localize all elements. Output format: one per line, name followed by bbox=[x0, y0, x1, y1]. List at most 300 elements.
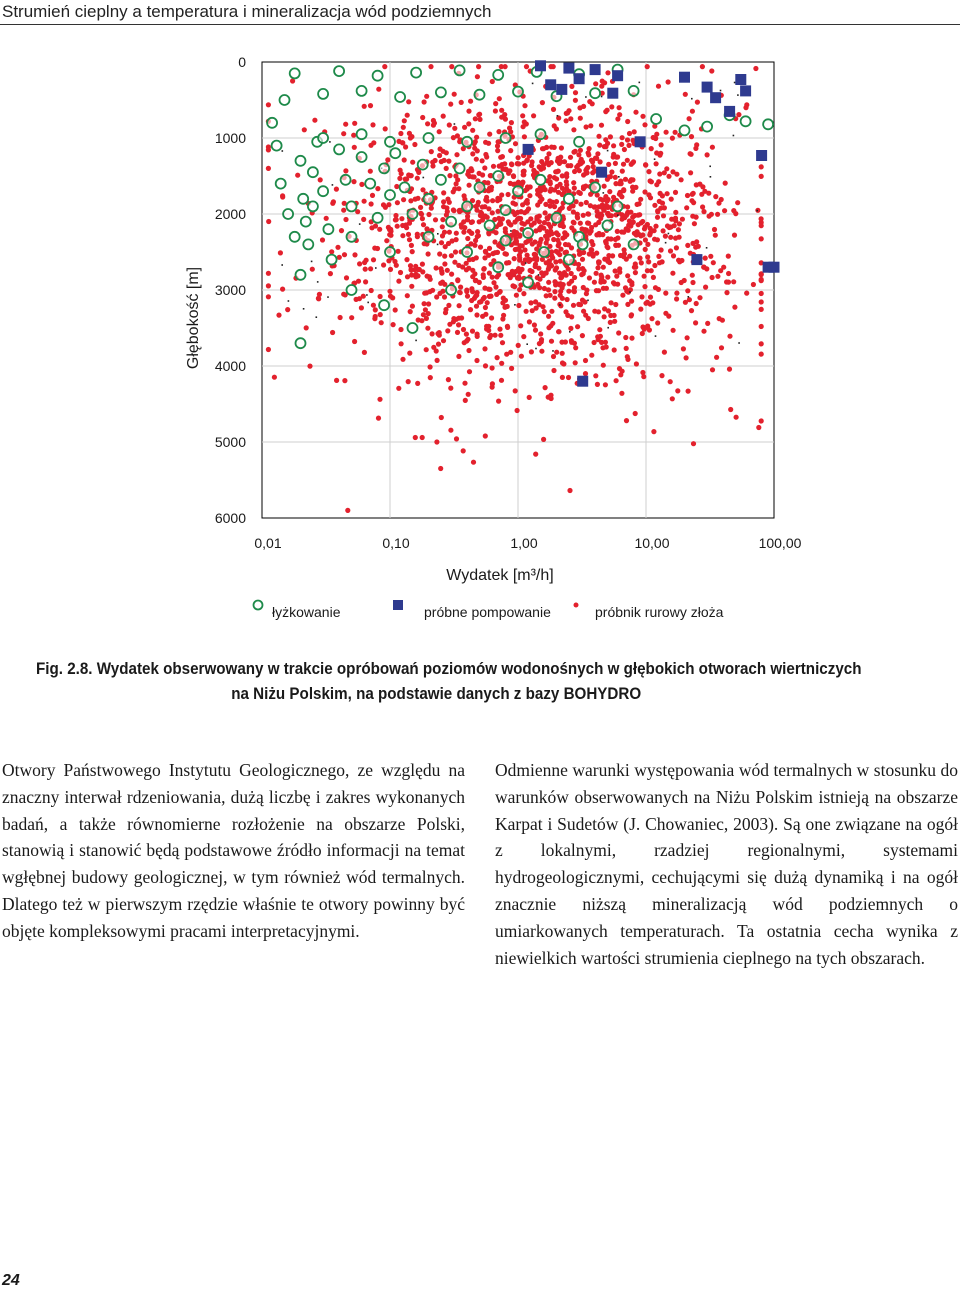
green-point bbox=[424, 194, 434, 204]
red-point bbox=[528, 184, 533, 189]
red-point bbox=[649, 179, 654, 184]
red-point bbox=[617, 105, 622, 110]
body-column-left bbox=[2, 757, 465, 945]
speck-point bbox=[706, 247, 708, 249]
red-point bbox=[488, 294, 493, 299]
red-point bbox=[435, 331, 440, 336]
red-point bbox=[564, 179, 569, 184]
red-point bbox=[474, 304, 479, 309]
red-point bbox=[487, 132, 492, 137]
red-point bbox=[386, 258, 391, 263]
red-point bbox=[266, 166, 271, 171]
red-point bbox=[578, 302, 583, 307]
red-point bbox=[470, 329, 475, 334]
red-point bbox=[636, 213, 641, 218]
red-point bbox=[469, 231, 474, 236]
green-point bbox=[418, 160, 428, 170]
speck-point bbox=[415, 340, 417, 342]
red-point bbox=[328, 271, 333, 276]
red-point bbox=[508, 148, 513, 153]
red-point bbox=[705, 152, 710, 157]
legend-label: próbne pompowanie bbox=[424, 604, 551, 620]
red-point bbox=[608, 313, 613, 318]
red-point bbox=[633, 110, 638, 115]
red-point bbox=[605, 275, 610, 280]
red-point bbox=[660, 201, 665, 206]
red-point bbox=[694, 301, 699, 306]
red-point bbox=[503, 226, 508, 231]
red-point bbox=[451, 135, 456, 140]
red-point bbox=[605, 211, 610, 216]
red-point bbox=[546, 265, 551, 270]
red-point bbox=[625, 354, 630, 359]
speck-point bbox=[607, 150, 609, 152]
red-point bbox=[552, 296, 557, 301]
red-point bbox=[673, 218, 678, 223]
red-point bbox=[456, 354, 461, 359]
red-point bbox=[377, 227, 382, 232]
red-point bbox=[685, 193, 690, 198]
red-point bbox=[509, 161, 514, 166]
red-point bbox=[499, 378, 504, 383]
red-point bbox=[475, 234, 480, 239]
red-point bbox=[549, 186, 554, 191]
red-point bbox=[589, 353, 594, 358]
red-point bbox=[727, 367, 732, 372]
green-point bbox=[323, 224, 333, 234]
green-point bbox=[341, 175, 351, 185]
red-point bbox=[614, 378, 619, 383]
green-point bbox=[523, 277, 533, 287]
red-point bbox=[458, 285, 463, 290]
red-point bbox=[626, 143, 631, 148]
red-point bbox=[504, 252, 509, 257]
red-point bbox=[437, 251, 442, 256]
red-point bbox=[449, 64, 454, 69]
red-point bbox=[625, 137, 630, 142]
red-point bbox=[598, 159, 603, 164]
green-point bbox=[493, 70, 503, 80]
red-point bbox=[625, 302, 630, 307]
red-point bbox=[418, 205, 423, 210]
red-point bbox=[451, 207, 456, 212]
red-point bbox=[462, 193, 467, 198]
red-point bbox=[641, 374, 646, 379]
green-point bbox=[280, 95, 290, 105]
red-point bbox=[377, 397, 382, 402]
red-point bbox=[759, 236, 764, 241]
red-point bbox=[352, 252, 357, 257]
red-point bbox=[584, 200, 589, 205]
red-point bbox=[487, 271, 492, 276]
blue-point bbox=[607, 88, 618, 99]
red-point bbox=[638, 197, 643, 202]
red-point bbox=[431, 345, 436, 350]
red-point bbox=[623, 177, 628, 182]
red-point bbox=[566, 375, 571, 380]
red-point bbox=[334, 187, 339, 192]
red-point bbox=[579, 272, 584, 277]
red-point bbox=[448, 428, 453, 433]
red-point bbox=[424, 290, 429, 295]
red-point bbox=[578, 202, 583, 207]
speck-point bbox=[316, 316, 318, 318]
red-point bbox=[468, 307, 473, 312]
red-point bbox=[517, 255, 522, 260]
red-point bbox=[507, 168, 512, 173]
red-point bbox=[569, 314, 574, 319]
red-point bbox=[442, 261, 447, 266]
red-point bbox=[470, 128, 475, 133]
red-point bbox=[517, 287, 522, 292]
red-point bbox=[633, 411, 638, 416]
red-point bbox=[539, 237, 544, 242]
speck-point bbox=[587, 300, 589, 302]
red-point bbox=[455, 330, 460, 335]
red-point bbox=[454, 237, 459, 242]
red-point bbox=[464, 332, 469, 337]
red-point bbox=[480, 217, 485, 222]
red-point bbox=[612, 281, 617, 286]
red-point bbox=[514, 230, 519, 235]
red-point bbox=[420, 435, 425, 440]
red-point bbox=[713, 233, 718, 238]
red-point bbox=[622, 251, 627, 256]
red-point bbox=[736, 112, 741, 117]
red-point bbox=[541, 166, 546, 171]
red-point bbox=[544, 156, 549, 161]
green-point bbox=[493, 171, 503, 181]
red-point bbox=[476, 64, 481, 69]
red-point bbox=[474, 358, 479, 363]
red-point bbox=[638, 307, 643, 312]
red-point bbox=[632, 231, 637, 236]
page-number: 24 bbox=[2, 1272, 20, 1289]
red-point bbox=[759, 324, 764, 329]
green-point bbox=[424, 133, 434, 143]
red-point bbox=[587, 231, 592, 236]
red-point bbox=[549, 396, 554, 401]
red-point bbox=[759, 174, 764, 179]
red-point bbox=[437, 129, 442, 134]
figure-caption bbox=[36, 657, 864, 707]
red-point bbox=[448, 102, 453, 107]
red-point bbox=[398, 327, 403, 332]
red-point bbox=[493, 230, 498, 235]
red-point bbox=[546, 162, 551, 167]
green-point bbox=[267, 118, 277, 128]
red-point bbox=[370, 122, 375, 127]
red-point bbox=[624, 346, 629, 351]
red-point bbox=[587, 99, 592, 104]
speck-point bbox=[601, 96, 603, 98]
red-point bbox=[566, 289, 571, 294]
red-point bbox=[604, 286, 609, 291]
red-point bbox=[403, 177, 408, 182]
red-point bbox=[700, 64, 705, 69]
red-point bbox=[402, 118, 407, 123]
red-point bbox=[657, 171, 662, 176]
red-point bbox=[310, 267, 315, 272]
green-point bbox=[303, 239, 313, 249]
red-point bbox=[352, 121, 357, 126]
green-point bbox=[395, 92, 405, 102]
red-point bbox=[569, 84, 574, 89]
red-point bbox=[466, 348, 471, 353]
red-point bbox=[607, 189, 612, 194]
red-point bbox=[540, 146, 545, 151]
speck-point bbox=[552, 350, 554, 352]
speck-point bbox=[688, 296, 690, 298]
red-point bbox=[689, 308, 694, 313]
red-point bbox=[648, 226, 653, 231]
red-point bbox=[470, 219, 475, 224]
green-point bbox=[308, 167, 318, 177]
red-point bbox=[556, 250, 561, 255]
red-point bbox=[565, 297, 570, 302]
green-point bbox=[629, 86, 639, 96]
red-point bbox=[562, 270, 567, 275]
red-point bbox=[605, 244, 610, 249]
green-point bbox=[629, 239, 639, 249]
red-point bbox=[483, 305, 488, 310]
blue-point bbox=[740, 85, 751, 96]
red-point bbox=[404, 225, 409, 230]
red-point bbox=[339, 228, 344, 233]
red-point bbox=[475, 74, 480, 79]
speck-point bbox=[668, 233, 670, 235]
red-point bbox=[391, 322, 396, 327]
red-point bbox=[627, 254, 632, 259]
red-point bbox=[443, 244, 448, 249]
red-point bbox=[381, 262, 386, 267]
red-point bbox=[571, 180, 576, 185]
red-point bbox=[589, 247, 594, 252]
red-point bbox=[435, 358, 440, 363]
red-point bbox=[652, 203, 657, 208]
red-point bbox=[428, 64, 433, 69]
red-point bbox=[493, 284, 498, 289]
red-point bbox=[715, 274, 720, 279]
red-point bbox=[516, 266, 521, 271]
red-point bbox=[609, 300, 614, 305]
red-point bbox=[577, 168, 582, 173]
red-point bbox=[572, 341, 577, 346]
red-point bbox=[713, 194, 718, 199]
red-point bbox=[615, 229, 620, 234]
red-point bbox=[586, 152, 591, 157]
speck-point bbox=[282, 150, 284, 152]
speck-point bbox=[359, 223, 361, 225]
green-point bbox=[347, 201, 357, 211]
blue-point bbox=[563, 63, 574, 74]
red-point bbox=[571, 303, 576, 308]
red-point bbox=[474, 255, 479, 260]
red-point bbox=[482, 266, 487, 271]
red-point bbox=[539, 159, 544, 164]
red-point bbox=[625, 158, 630, 163]
red-point bbox=[447, 173, 452, 178]
red-point bbox=[759, 277, 764, 282]
green-point bbox=[408, 323, 418, 333]
red-point bbox=[395, 224, 400, 229]
red-point bbox=[494, 292, 499, 297]
speck-point bbox=[367, 302, 369, 304]
caption-line-2: na Niżu Polskim, na podstawie danych z bazy BOHYDRO bbox=[231, 685, 642, 703]
green-point bbox=[296, 270, 306, 280]
red-point bbox=[553, 259, 558, 264]
red-point bbox=[441, 114, 446, 119]
red-point bbox=[612, 319, 617, 324]
red-point bbox=[540, 304, 545, 309]
red-point bbox=[400, 140, 405, 145]
speck-point bbox=[733, 135, 735, 137]
red-point bbox=[599, 213, 604, 218]
red-point bbox=[630, 185, 635, 190]
paragraph-left: Otwory Państwowego Instytutu Geologicznego, ze względu na znaczny interwał rdzeniowania, dużą liczbę i zakres wykonanych badań, a także równomierne rozłożenie na obszarze Polski, stanowią i stanowić będą podstawowe źródło informacji na temat wgłębnej budowy geologicznej, w tym również wód termalnych. Dlatego też w pierwszym rzędzie właśnie te otwory powinny być objęte kompleksowymi pracami interpretacyjnymi. bbox=[2, 760, 465, 941]
red-point bbox=[629, 313, 634, 318]
green-point bbox=[462, 137, 472, 147]
red-point bbox=[581, 104, 586, 109]
red-point bbox=[560, 375, 565, 380]
speck-point bbox=[585, 96, 587, 98]
red-point bbox=[547, 198, 552, 203]
red-point bbox=[453, 249, 458, 254]
red-point bbox=[601, 265, 606, 270]
red-point bbox=[696, 244, 701, 249]
red-point bbox=[437, 153, 442, 158]
speck-point bbox=[738, 342, 740, 344]
red-point bbox=[488, 333, 493, 338]
green-point bbox=[446, 217, 456, 227]
red-point bbox=[716, 201, 721, 206]
red-point bbox=[369, 201, 374, 206]
red-point bbox=[759, 307, 764, 312]
red-point bbox=[640, 114, 645, 119]
red-point bbox=[335, 245, 340, 250]
red-point bbox=[439, 415, 444, 420]
red-point bbox=[483, 197, 488, 202]
red-point bbox=[619, 142, 624, 147]
red-point bbox=[478, 245, 483, 250]
red-point bbox=[320, 237, 325, 242]
red-point bbox=[595, 265, 600, 270]
red-point bbox=[569, 271, 574, 276]
red-point bbox=[424, 347, 429, 352]
x-tick-label: 0,10 bbox=[382, 535, 410, 551]
red-point bbox=[464, 267, 469, 272]
red-point bbox=[266, 102, 271, 107]
red-point bbox=[475, 334, 480, 339]
red-point bbox=[372, 316, 377, 321]
y-tick-label: 1000 bbox=[214, 130, 246, 146]
red-point bbox=[529, 223, 534, 228]
red-point bbox=[625, 119, 630, 124]
red-point bbox=[649, 268, 654, 273]
red-point bbox=[302, 127, 307, 132]
red-point bbox=[618, 179, 623, 184]
red-point bbox=[710, 145, 715, 150]
speck-point bbox=[559, 304, 561, 306]
red-point bbox=[573, 345, 578, 350]
red-point bbox=[487, 287, 492, 292]
green-point bbox=[296, 338, 306, 348]
red-point bbox=[580, 333, 585, 338]
red-point bbox=[618, 192, 623, 197]
red-point bbox=[612, 347, 617, 352]
red-point bbox=[552, 204, 557, 209]
red-point bbox=[516, 155, 521, 160]
red-point bbox=[624, 418, 629, 423]
red-point bbox=[687, 297, 692, 302]
red-point bbox=[537, 219, 542, 224]
red-point bbox=[538, 331, 543, 336]
red-point bbox=[368, 169, 373, 174]
red-point bbox=[437, 291, 442, 296]
red-point bbox=[488, 173, 493, 178]
red-point bbox=[548, 204, 553, 209]
green-point bbox=[501, 205, 511, 215]
red-point bbox=[576, 266, 581, 271]
red-point bbox=[521, 291, 526, 296]
red-point bbox=[426, 251, 431, 256]
red-point bbox=[530, 241, 535, 246]
red-point bbox=[334, 378, 339, 383]
red-point bbox=[673, 210, 678, 215]
red-point bbox=[539, 349, 544, 354]
red-point bbox=[620, 293, 625, 298]
red-point bbox=[375, 186, 380, 191]
red-point bbox=[486, 141, 491, 146]
red-point bbox=[475, 229, 480, 234]
red-point bbox=[410, 304, 415, 309]
red-point bbox=[726, 254, 731, 259]
green-point bbox=[385, 190, 395, 200]
red-point bbox=[685, 243, 690, 248]
red-point bbox=[371, 257, 376, 262]
red-point bbox=[500, 216, 505, 221]
red-point bbox=[351, 179, 356, 184]
red-point bbox=[457, 208, 462, 213]
red-point bbox=[424, 226, 429, 231]
red-point bbox=[656, 179, 661, 184]
red-point bbox=[546, 314, 551, 319]
red-point bbox=[639, 294, 644, 299]
red-point bbox=[703, 256, 708, 261]
red-point bbox=[428, 375, 433, 380]
green-point bbox=[513, 186, 523, 196]
red-point bbox=[266, 219, 271, 224]
speck-point bbox=[709, 166, 711, 168]
red-point bbox=[637, 256, 642, 261]
red-point bbox=[658, 206, 663, 211]
green-point bbox=[318, 133, 328, 143]
red-point bbox=[413, 197, 418, 202]
speck-point bbox=[437, 233, 439, 235]
red-point bbox=[596, 309, 601, 314]
red-point bbox=[576, 190, 581, 195]
red-point bbox=[410, 249, 415, 254]
red-point bbox=[266, 271, 271, 276]
red-point bbox=[515, 217, 520, 222]
red-point bbox=[642, 274, 647, 279]
red-point bbox=[464, 289, 469, 294]
red-point bbox=[447, 122, 452, 127]
red-point bbox=[420, 115, 425, 120]
red-point bbox=[496, 129, 501, 134]
legend-symbol-probnik bbox=[574, 603, 579, 608]
red-point bbox=[527, 193, 532, 198]
